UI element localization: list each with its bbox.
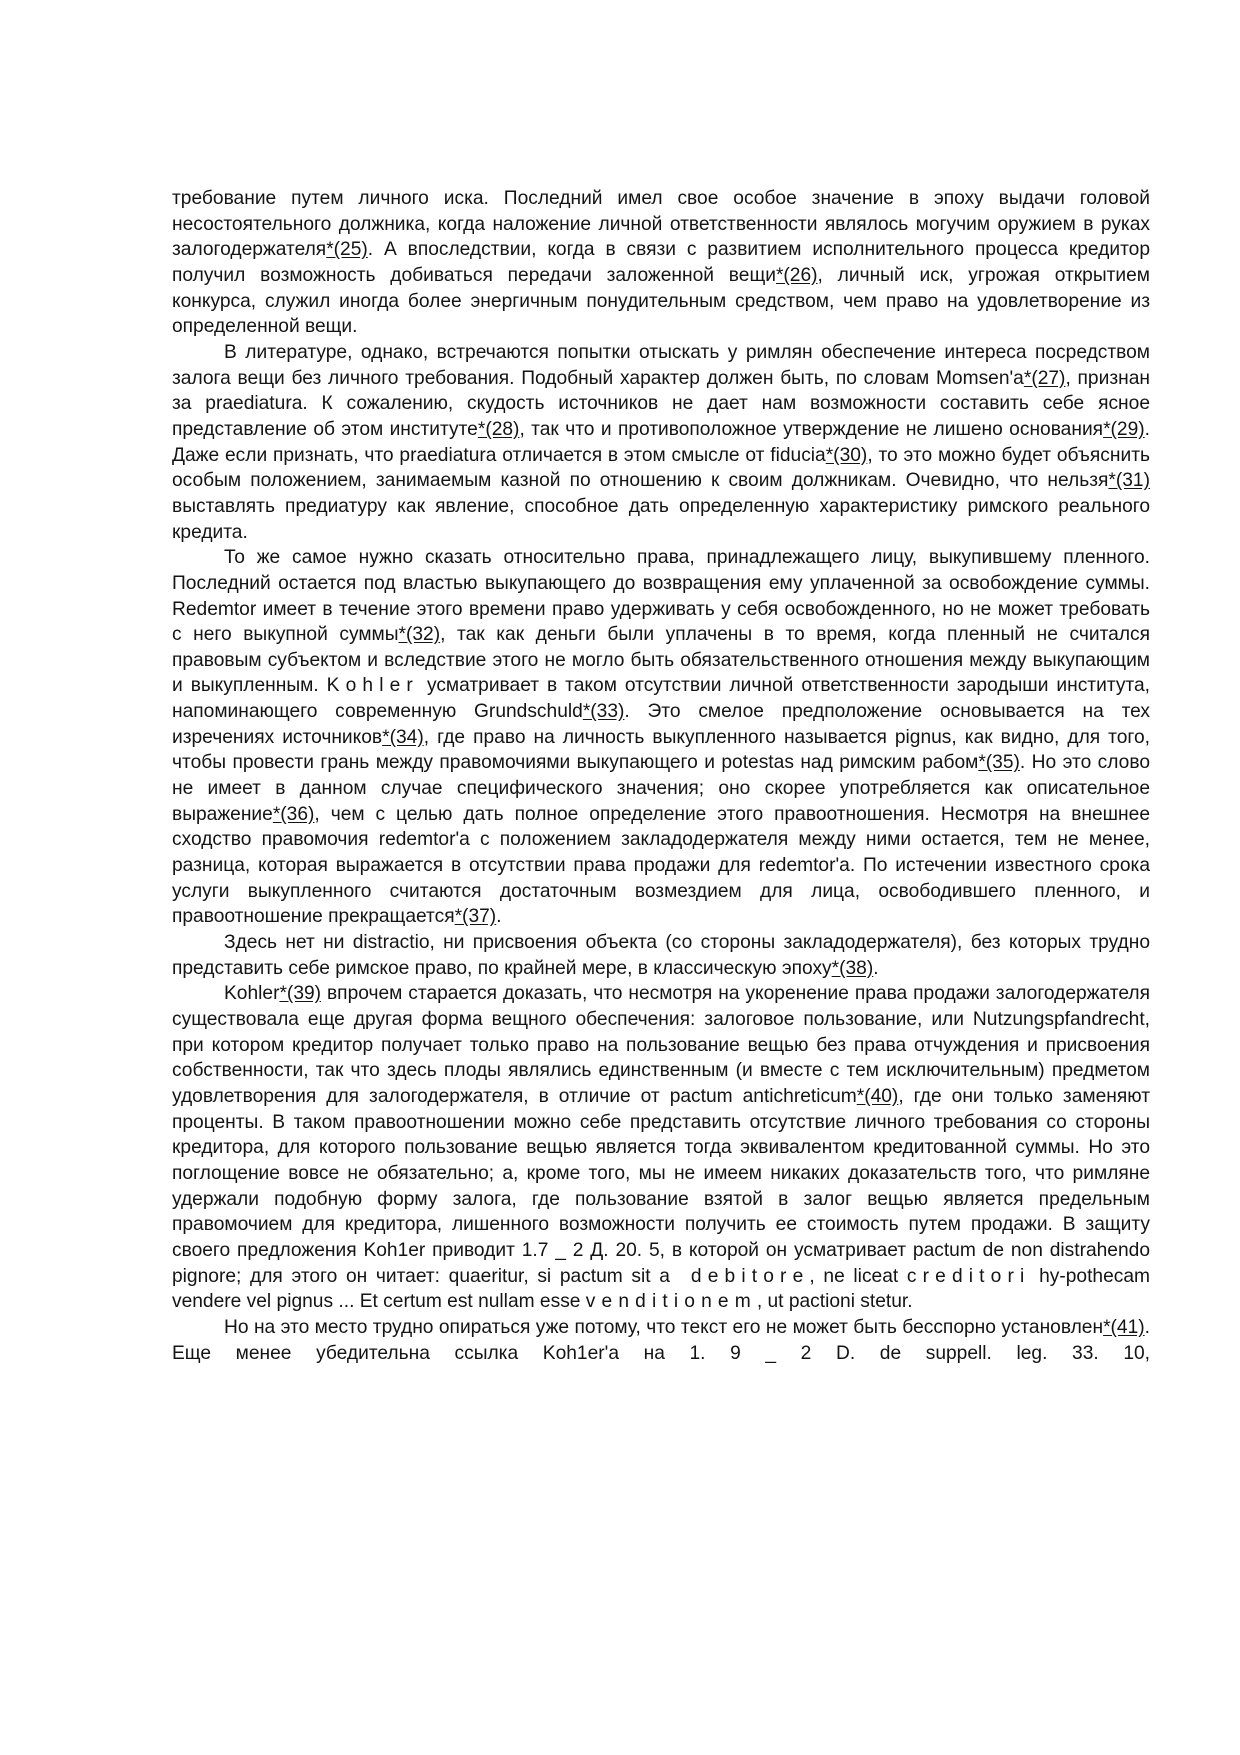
body-text: Но на это место трудно опираться уже потому, что текст его не может быть бесспорно установлен — [224, 1316, 1104, 1338]
body-text: В литературе, однако, встречаются попытки отыскать у римлян обеспечение интереса посредством залога вещи без личного требования. Подобный характер должен быть, по словам Momsen'a — [172, 341, 1150, 389]
body-text: , так как деньги были уплачены в то время, когда пленный не считался правовым субъектом и вследствие этого не могло быть обязательственного отношения между выкупающим и выкупленным. — [172, 624, 1150, 697]
footnote-link[interactable]: *(38) — [831, 957, 874, 979]
footnote-link[interactable]: *(39) — [279, 983, 322, 1005]
footnote-link[interactable]: *(26) — [775, 264, 818, 286]
spaced-emphasis-text: a debitore — [659, 1265, 810, 1287]
body-text: , так что и противоположное утверждение не лишено основания — [519, 418, 1104, 440]
spaced-emphasis-text: Kohler — [326, 675, 419, 697]
footnote-link[interactable]: *(40) — [856, 1085, 899, 1107]
body-text: требование путем личного иска. Последний имел свое особое значение в эпоху выдачи головой несостоятельного должника, когда наложение личной ответственности являлось могучим оружием в руках залогодержателя — [172, 188, 1150, 261]
body-text: Здесь нет ни distractio, ни присвоения объекта (со стороны закладодержателя), без которых трудно представить себе римское право, по крайней мере, в классическую эпоху — [172, 932, 1150, 979]
body-text: . — [873, 957, 879, 979]
footnote-link[interactable]: *(28) — [477, 418, 520, 440]
body-text: выставлять предиатуру как явление, способное дать определенную характеристику римского реального кредита. — [172, 495, 1150, 543]
document-page — [172, 186, 1150, 1366]
body-text: hy-pothecam vendere vel pignus ... Et certum est nullam esse — [172, 1265, 1151, 1313]
body-text: То же самое нужно сказать относительно права, принадлежащего лицу, выкупившему пленного. Последний остается под властью выкупающего до возвращения ему уплаченной за освобождение суммы. Redemtor имеет в течение этого времени право удерживать у себя освобожденного, но не может требовать с него выкупной суммы — [172, 547, 1150, 646]
body-text: , ne liceat — [809, 1265, 907, 1287]
footnote-link[interactable]: *(34) — [382, 726, 424, 748]
footnote-link[interactable]: *(29) — [1103, 418, 1145, 440]
footnote-link[interactable]: *(30) — [825, 444, 868, 466]
spaced-emphasis-text: creditori — [906, 1265, 1031, 1287]
body-text: Kohler — [224, 983, 280, 1005]
body-text: , личный иск, угрожая открытием конкурса, служил иногда более энергичным понудительным средством, чем право на удовлетворение из определенной вещи. — [172, 264, 1150, 338]
footnote-link[interactable]: *(33) — [582, 701, 625, 723]
paragraph — [172, 930, 1150, 981]
body-text: . Еще менее убедительна ссылка Koh1er'a на 1. 9 _ 2 D. de suppell. leg. 33. 10, — [172, 1316, 1150, 1364]
body-text: , где они только заменяют проценты. В таком правоотношении можно себе представить отсутствие личного требования со стороны кредитора, для которого пользование вещью является тогда эквивалентом кредитованной суммы. Но это поглощение вовсе не обязательно; а, кроме того, мы не имеем никаких доказательств того, что римляне удержали подобную форму залога, где пользование взятой в залог вещью является предельным правомочием для кредитора, лишенного возможности получить ее стоимость путем продажи. В защиту своего предложения Koh1er приводит 1.7 _ 2 Д. 20. 5, в которой он усматривает pactum de non distrahendo pignore; для этого он читает: quaeritur, si pactum sit — [172, 1085, 1150, 1287]
body-text: . Это смелое предположение основывается на тех изречениях источников — [172, 701, 1150, 748]
footnote-link[interactable]: *(41) — [1103, 1316, 1145, 1338]
footnote-link[interactable]: *(32) — [398, 624, 441, 646]
footnote-link[interactable]: *(37) — [454, 906, 497, 928]
footnote-link[interactable]: *(31) — [1108, 470, 1150, 492]
body-text: . Даже если признать, что praediatura отличается в этом смысле от fiducia — [172, 418, 1150, 466]
paragraph — [172, 340, 1150, 545]
body-text: , где право на личность выкупленного называется pignus, как видно, для того, чтобы провести грань между правомочиями выкупающего и potestas над римским рабом — [172, 726, 1151, 774]
footnote-link[interactable]: *(25) — [326, 239, 368, 261]
body-text: , признан за praediatura. К сожалению, скудость источников не дает нам возможности составить себе ясное представление об этом институте — [172, 367, 1150, 440]
paragraph — [172, 545, 1150, 930]
body-text: . — [496, 906, 502, 928]
paragraph — [172, 1315, 1150, 1366]
body-text: . А впоследствии, когда в связи с развитием исполнительного процесса кредитор получил возможность добиваться передачи заложенной вещи — [172, 239, 1150, 286]
paragraph — [172, 186, 1150, 340]
footnote-link[interactable]: *(27) — [1023, 367, 1066, 389]
spaced-emphasis-text: venditionem — [585, 1291, 757, 1313]
footnote-link[interactable]: *(35) — [978, 752, 1020, 774]
body-text: , чем с целью дать полное определение этого правоотношения. Несмотря на внешнее сходство правомочия redemtor'a с положением закладодержателя между ними остается, тем не менее, разница, которая выражается в отсутствии права продажи для redemtor'a. По истечении известного срока услуги выкупленного считаются достаточным возмездием для лица, освободившего пленного, и правоотношение прекращается — [172, 803, 1150, 928]
body-text: , ut pactioni stetur. — [756, 1291, 913, 1313]
body-text: усматривает в таком отсутствии личной ответственности зародыши института, напоминающего современную Grundschuld — [172, 675, 1150, 723]
footnote-link[interactable]: *(36) — [272, 803, 315, 825]
body-text: , то это можно будет объяснить особым положением, занимаемым казной по отношению к своим должникам. Очевидно, что нельзя — [172, 444, 1150, 492]
paragraph — [172, 981, 1150, 1315]
body-text: . Но это слово не имеет в данном случае специфического значения; оно скорее употребляется как описательное выражение — [172, 752, 1150, 825]
body-text: впрочем старается доказать, что несмотря на укоренение права продажи залогодержателя существовала еще другая форма вещного обеспечения: залоговое пользование, или Nutzungspfandrecht, при котором кредитор получает только право на пользование вещью без права отчуждения и присвоения собственности, так что здесь плоды являлись единственным (и вместе с тем исключительным) предметом удовлетворения для залогодержателя, в отличие от pactum antichreticum — [172, 983, 1150, 1107]
